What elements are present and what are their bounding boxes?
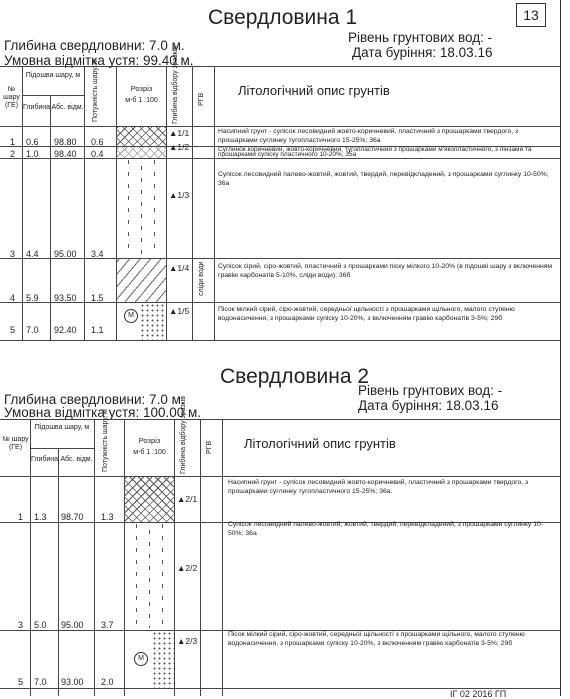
sample-marker: ▲1/5 xyxy=(169,306,190,316)
footer-stamp-fragment: ІГ 02 2016 ГП xyxy=(450,689,507,699)
layer-description: Суглинок коричневий, жовто-коричневий, тугопластичний з прошарками м'якопластичного, з лінзами та прошарками супіску пластичного 10-20%; 35а xyxy=(218,146,532,159)
borehole-1-title: Свердловина 1 xyxy=(208,6,358,29)
table-2-header-thickness: Потужність шару, м xyxy=(102,409,109,472)
table-1-bottom-border xyxy=(0,340,560,341)
sample-marker: ▲1/4 xyxy=(169,263,190,273)
table-2-header-abs: Абс. відм. xyxy=(60,456,93,463)
table-2-header-depth: Глибина xyxy=(31,456,59,463)
layer-abs: 98.80 xyxy=(54,137,77,147)
fill-soil-pattern xyxy=(117,127,166,146)
sample-label: 1/5 xyxy=(177,306,190,316)
table-2-header-gw: РГВ xyxy=(206,440,213,454)
table-1-col-line xyxy=(214,66,215,340)
borehole-1-groundwater: Рівень грунтових вод: - xyxy=(348,30,493,45)
layer-depth: 5.9 xyxy=(26,293,39,303)
sample-label: 1/2 xyxy=(177,142,190,152)
layer-abs: 98.70 xyxy=(61,512,84,522)
table-1-col-line xyxy=(192,66,193,340)
table-1-header-scale: м-б 1 :100 xyxy=(125,97,158,104)
table-2-header-scale: м-б 1 :100 xyxy=(133,449,166,456)
table-2-header-layer-no: № шару (ГЕ) xyxy=(2,436,29,451)
layer-thickness: 1.5 xyxy=(91,293,104,303)
layer-thickness: 2.0 xyxy=(101,677,114,687)
layer-description: Насипний грунт - супісок лесовидний жовто-коричневий, пластичний з прошарками твердого, з прошарками суглинку тугопластичного 15-25%; 36а xyxy=(218,128,519,144)
layer-no: 3 xyxy=(18,620,24,630)
layer-thickness: 3.7 xyxy=(101,620,114,630)
sample-marker: ▲1/1 xyxy=(169,128,190,138)
layer-boundary xyxy=(0,258,560,259)
sample-marker: ▲2/1 xyxy=(177,494,198,504)
sample-label: 1/1 xyxy=(177,128,190,138)
layer-depth: 4.4 xyxy=(26,249,39,259)
borehole-2-mouth: Умовна відмітка устя: 100.00 м. xyxy=(4,405,202,420)
layer-depth: 1.0 xyxy=(26,149,39,159)
layer-no: 5 xyxy=(10,325,16,335)
table-2-col-line xyxy=(200,419,201,696)
layer-thickness: 1.1 xyxy=(91,325,104,335)
sandy-loam-pattern xyxy=(154,160,155,256)
water-trace-note: сліди води xyxy=(198,261,205,297)
layer-no: 2 xyxy=(10,149,16,159)
sandy-loam-pattern xyxy=(149,530,150,628)
layer-thickness: 3.4 xyxy=(91,249,104,259)
layer-depth: 0.6 xyxy=(26,137,39,147)
circle-marker: М xyxy=(124,309,138,323)
table-2-subheader-line xyxy=(30,448,94,449)
borehole-2-drill-date: Дата буріння: 18.03.16 xyxy=(358,398,499,413)
page-number: 13 xyxy=(516,3,546,27)
table-2-col-line xyxy=(94,419,95,696)
sample-label: 1/3 xyxy=(177,190,190,200)
sandy-loam-pattern xyxy=(162,524,163,628)
table-1-header-gw: РГВ xyxy=(198,92,205,106)
sample-marker: ▲1/3 xyxy=(169,190,190,200)
table-2-col-line xyxy=(174,419,175,696)
table-2-header-section: Розріз xyxy=(138,436,161,445)
borehole-2-depth: Глибина свердловини: 7.0 м. xyxy=(4,392,185,407)
layer-description: Супісок лесовидний палево-жовтий, жовтий, твердий, перевідкладений, з прошарками суглинку 10-50%; 36а xyxy=(228,521,544,537)
sand-pattern xyxy=(152,631,174,688)
table-2-col-line xyxy=(124,419,125,696)
sandy-loam-pattern xyxy=(128,160,129,256)
layer-abs: 95.00 xyxy=(54,249,77,259)
table-1-header-abs: Абс. відм. xyxy=(51,104,84,111)
layer-no: 4 xyxy=(10,293,16,303)
table-2-col-line xyxy=(222,419,223,696)
layer-description: Супісок сірий, сіро-жовтий, пластичний з прошарками піску мілкого 10-20% (в підошві шару з включенням гравію карбонатів 5-10%, сліди води); 36б xyxy=(218,263,553,279)
layer-abs: 92.40 xyxy=(54,325,77,335)
layer-abs: 98.40 xyxy=(54,149,77,159)
layer-thickness: 0.4 xyxy=(91,149,104,159)
layer-no: 5 xyxy=(18,677,24,687)
borehole-1-drill-date: Дата буріння: 18.03.16 xyxy=(352,45,493,60)
sample-label: 2/2 xyxy=(185,563,198,573)
borehole-2-title: Свердловина 2 xyxy=(220,365,370,388)
table-2-header-sample-depth: Глибина відбору зразків xyxy=(180,396,187,474)
layer-no: 3 xyxy=(10,249,16,259)
sandy-loam-pattern xyxy=(141,166,142,256)
table-1-header-thickness: Потужність шару, м xyxy=(92,59,99,122)
table-1-header-litho: Літологічний опис грунтів xyxy=(238,83,390,98)
layer-thickness: 0.6 xyxy=(91,137,104,147)
table-1-header-depth: Глибина xyxy=(23,104,51,111)
sample-marker: ▲2/2 xyxy=(177,563,198,573)
layer-abs: 93.50 xyxy=(54,293,77,303)
table-1-subheader-line xyxy=(22,95,84,96)
layer-depth: 7.0 xyxy=(26,325,39,335)
table-2-header-base: Підошва шару, м xyxy=(34,424,90,431)
layer-boundary xyxy=(0,302,560,303)
layer-depth: 5.0 xyxy=(34,620,47,630)
sample-label: 2/1 xyxy=(185,494,198,504)
table-1-header-layer-no: № шару (ГЕ) xyxy=(3,86,20,109)
sample-label: 1/4 xyxy=(177,263,190,273)
sample-marker: ▲1/2 xyxy=(169,142,190,152)
borehole-2-groundwater: Рівень грунтових вод: - xyxy=(358,383,503,398)
table-2-top-border xyxy=(0,419,560,420)
table-2-col-line xyxy=(58,448,59,696)
table-2-header-border xyxy=(0,476,560,477)
sandy-loam-pattern xyxy=(136,524,137,628)
table-2-header-litho: Літологічний опис грунтів xyxy=(244,436,396,451)
table-1-col-line xyxy=(84,66,85,340)
sample-marker: ▲2/3 xyxy=(177,636,198,646)
layer-abs: 95.00 xyxy=(61,620,84,630)
borehole-1-mouth: Умовна відмітка устя: 99.40 м. xyxy=(4,53,194,68)
borehole-1-depth: Глибина свердловини: 7.0 м. xyxy=(4,38,185,53)
layer-abs: 93.00 xyxy=(61,677,84,687)
sample-label: 2/3 xyxy=(185,636,198,646)
sandy-loam-grey-pattern xyxy=(117,259,166,302)
layer-description: Насипний грунт - супісок лесовидний жовто-коричневий, пластичний з прошарками твердого, з прошарками суглинку тугопластичного 15-25%; 36а. xyxy=(228,479,529,495)
layer-description: Пісок мілкий сірий, сіро-жовтий, середньої щільності з прошарками щільного, малого ступеню водонасичення, з прошарками супіску 10-20%, з включенням гравію карбонатів 3-5%; 29б xyxy=(218,306,515,322)
layer-no: 1 xyxy=(18,512,24,522)
table-1-header-sample-depth: Глибина відбору зразків xyxy=(172,46,179,124)
layer-thickness: 1.3 xyxy=(101,512,114,522)
sand-pattern xyxy=(140,303,166,340)
table-1-col-line xyxy=(50,95,51,340)
layer-boundary xyxy=(0,158,560,159)
circle-marker: М xyxy=(134,652,148,666)
table-1-header-base: Підошва шару, м xyxy=(25,72,81,79)
table-1-header-section: Розріз xyxy=(130,84,153,93)
fill-soil-pattern xyxy=(125,477,174,522)
table-1-col-line xyxy=(166,66,167,340)
layer-depth: 7.0 xyxy=(34,677,47,687)
layer-depth: 1.3 xyxy=(34,512,47,522)
layer-description: Пісок мілкий сірий, сіро-жовтий, середньої щільності з прошарками щільного, малого ступеню водонасичення, з прошарками супіску 10-20%, з включенням гравію карбонатів 3-5%; 29б xyxy=(228,631,525,647)
layer-no: 1 xyxy=(10,137,16,147)
layer-description: Супісок лесовидний палево-жовтий, жовтий, твердий, перевідкладений, з прошарками суглинку 10-50%; 36а xyxy=(218,171,549,187)
loam-pattern xyxy=(117,147,166,158)
